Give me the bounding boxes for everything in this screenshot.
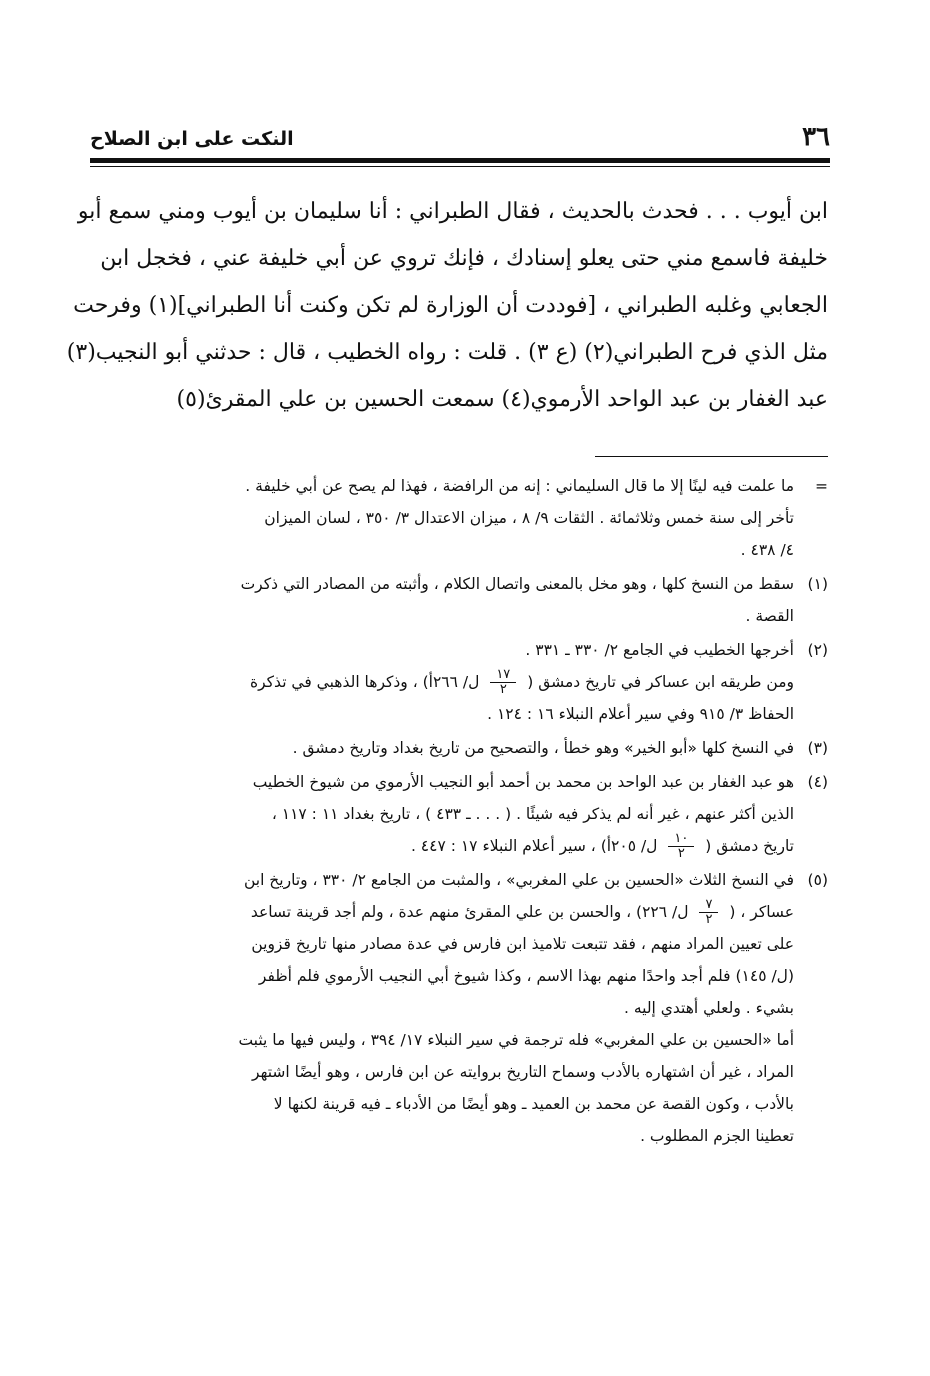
- footnote-line: بالأدب ، وكون القصة عن محمد بن العميد ـ وهو أيضًا من الأدباء ـ فيه قرينة لكنها لا: [273, 1095, 794, 1113]
- footnote-number: (١): [807, 575, 828, 593]
- footnote-number: (٥): [807, 871, 828, 889]
- footnote-line: الحفاظ ٣/ ٩١٥ وفي سير أعلام النبلاء ١٦ : ١٢٤ .: [487, 705, 794, 723]
- fraction: [699, 898, 718, 927]
- footnote-line: أما «الحسين بن علي المغربي» فله ترجمة في سير النبلاء ١٧/ ٣٩٤ ، وليس فيها ما يثبت: [238, 1031, 794, 1049]
- footnote-text: تاريخ دمشق (: [705, 837, 794, 855]
- footnote-text: ومن طريقه ابن عساكر في تاريخ دمشق (: [527, 673, 794, 691]
- fraction: [490, 668, 516, 697]
- body-line: خليفة فاسمع مني حتى يعلو إسنادك ، فإنك تروي عن أبي خليفة عني ، فخجل ابن: [100, 246, 828, 271]
- running-title: النكت على ابن الصلاح: [90, 128, 294, 150]
- footnote-4: [100, 766, 828, 862]
- continuation-marker: =: [815, 477, 828, 495]
- footnote-line: الذين أكثر عنهم ، غير أنه لم يذكر فيه شيئًا . ( . . . ـ ٤٣٣ ) ، تاريخ بغداد ١١ : ١١٧ ،: [271, 805, 794, 823]
- footnote-line: هو عبد الغفار بن عبد الواحد بن محمد بن أحمد أبو النجيب الأرموي من شيوخ الخطيب: [252, 773, 794, 791]
- footnote-line: على تعيين المراد منهم ، فقد تتبعت تلاميذ ابن فارس في عدة مصادر منها تاريخ قزوين: [251, 935, 794, 953]
- page-number: ٣٦: [802, 122, 830, 152]
- footnote-number: (٣): [807, 739, 828, 757]
- fraction-numerator: ١٧: [490, 668, 516, 683]
- body-line: مثل الذي فرح الطبراني(٢) (ع ٣) . قلت : رواه الخطيب ، قال : حدثني أبو النجيب(٣): [66, 340, 828, 365]
- footnote-1: [100, 568, 828, 632]
- footnote-line: [100, 830, 794, 862]
- footnote-text: ل/ ٢٢٦) ، والحسن بن علي المقرئ منهم عدة ، ولم أجد قرينة تساعد: [250, 903, 689, 921]
- footnote-line: [100, 896, 794, 928]
- footnote-line: في النسخ كلها «أبو الخير» وهو خطأ ، والتصحيح من تاريخ بغداد وتاريخ دمشق .: [292, 739, 794, 757]
- footnote-text: عساكر ، (: [729, 903, 794, 921]
- footnote-line: ما علمت فيه لينًا إلا ما قال السليماني : إنه من الرافضة ، فهذا لم يصح عن أبي خليفة .: [245, 477, 794, 495]
- footnote-line: أخرجها الخطيب في الجامع ٢/ ٣٣٠ ـ ٣٣١ .: [525, 641, 794, 659]
- body-line: الجعابي وغلبه الطبراني ، [فوددت أن الوزارة لم تكن وكنت أنا الطبراني](١) وفرحت: [73, 293, 828, 318]
- body-line: عبد الغفار بن عبد الواحد الأرموي(٤) سمعت الحسين بن علي المقرئ(٥): [176, 387, 828, 412]
- body-line: ابن أيوب . . . فحدث بالحديث ، فقال الطبراني : أنا سليمان بن أيوب ومني سمع أبو: [77, 199, 828, 224]
- fraction: [668, 832, 694, 861]
- footnote-line: تأخر إلى سنة خمس وثلاثمائة . الثقات ٩/ ٨ ، ميزان الاعتدال ٣/ ٣٥٠ ، لسان الميزان: [264, 509, 794, 527]
- footnote-separator: [595, 456, 828, 457]
- footnote-2: [100, 634, 828, 730]
- footnote-number: (٤): [807, 773, 828, 791]
- footnote-line: القصة .: [745, 607, 794, 625]
- footnote-line: المراد ، غير أن اشتهاره بالأدب وسماح التاريخ بروايته عن ابن فارس ، وهو أيضًا اشتهر: [252, 1063, 794, 1081]
- footnote-continuation: [100, 470, 828, 566]
- main-text: [66, 188, 828, 423]
- footnote-5: [100, 864, 828, 1152]
- footnote-line: (ل/ ١٤٥) فلم أجد واحدًا منهم بهذا الاسم ، وكذا شيوخ أبي النجيب الأرموي فلم أظفر: [258, 967, 794, 985]
- footnote-number: (٢): [807, 641, 828, 659]
- fraction-denominator: ٢: [677, 846, 685, 861]
- footnote-3: [100, 732, 828, 764]
- footnote-line: في النسخ الثلاث «الحسين بن علي المغربي» ، والمثبت من الجامع ٢/ ٣٣٠ ، وتاريخ ابن: [243, 871, 794, 889]
- footnote-line: بشيء . ولعلي أهتدي إليه .: [623, 999, 794, 1017]
- footnote-text: ل/ ٢٠٥أ) ، سير أعلام النبلاء ١٧ : ٤٤٧ .: [410, 837, 658, 855]
- fraction-denominator: ٢: [499, 682, 507, 697]
- fraction-denominator: ٢: [705, 912, 713, 927]
- footnote-line: تعطينا الجزم المطلوب .: [640, 1127, 794, 1145]
- footnote-text: ل/ ٢٦٦أ) ، وذكرها الذهبي في تذكرة: [250, 673, 480, 691]
- footnote-line: [100, 666, 794, 698]
- fraction-numerator: ١٠: [668, 832, 694, 847]
- header-rule-thin: [90, 166, 830, 167]
- footnote-line: سقط من النسخ كلها ، وهو مخل بالمعنى واتصال الكلام ، وأثبته من المصادر التي ذكرت: [240, 575, 794, 593]
- header-rule-thick: [90, 158, 830, 163]
- page-header: [90, 120, 830, 160]
- footnote-line: ٤/ ٤٣٨ .: [740, 541, 794, 559]
- footnotes: [100, 470, 828, 1154]
- fraction-numerator: ٧: [699, 898, 718, 913]
